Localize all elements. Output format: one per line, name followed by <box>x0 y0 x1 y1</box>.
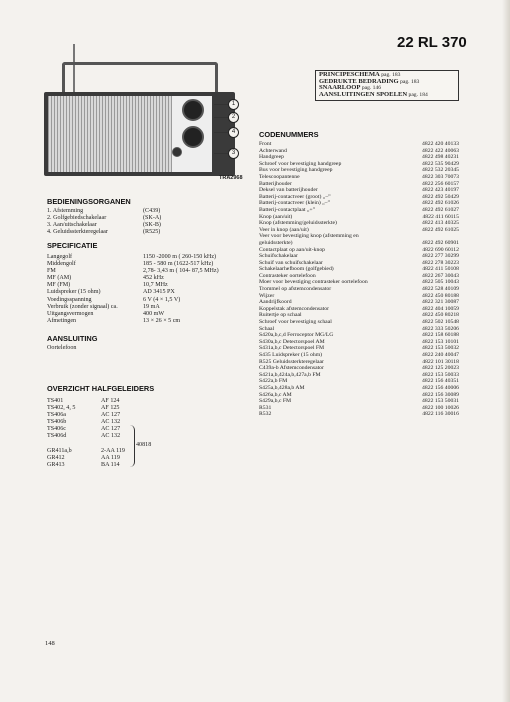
part-code: 4822 492 60901 <box>422 239 459 246</box>
spec-row <box>47 268 219 275</box>
spec-row <box>47 297 219 304</box>
bediening-label: 3. Aan/uitschakelaar <box>47 222 97 229</box>
part-description: R531 <box>259 404 272 411</box>
code-row <box>259 200 459 207</box>
model-number: 22 RL 370 <box>397 34 467 51</box>
tuning-knob-icon <box>182 99 204 121</box>
part-code: 4822 256 60157 <box>422 180 459 187</box>
part-code: 4822 116 30016 <box>422 411 459 418</box>
spec-value: 400 mW <box>143 310 165 317</box>
semiconductor-row <box>47 398 177 405</box>
part-code: 4822 153 50031 <box>422 398 459 405</box>
spec-value: 185 - 580 m (1622-517 kHz) <box>143 261 214 268</box>
code-row <box>259 181 459 188</box>
part-code: 4822 690 60112 <box>422 246 459 253</box>
spec-label: FM <box>47 268 56 275</box>
spec-row <box>47 318 219 325</box>
bediening-item <box>47 229 161 236</box>
part-code: 4822 153 50032 <box>422 345 459 352</box>
reference-row <box>319 92 456 99</box>
part-code: 4822 413 40325 <box>422 220 459 227</box>
semiconductor-type: AC 127 <box>101 426 121 433</box>
bediening-label: 1. Afstemming <box>47 208 84 214</box>
halfgeleiders-title: OVERZICHT HALFGELEIDERS <box>47 384 155 393</box>
code-row <box>259 345 459 352</box>
code-row <box>259 378 459 385</box>
spec-row <box>47 275 219 282</box>
leader-line <box>214 104 228 105</box>
code-row <box>259 352 459 359</box>
callout-4: 4 <box>228 127 239 138</box>
part-description: R532 <box>259 411 272 418</box>
codenummers-list <box>259 141 459 418</box>
part-description: Telescoopantenne <box>259 173 300 180</box>
part-description: Wijzer <box>259 292 275 299</box>
volume-knob-icon <box>182 126 204 148</box>
part-code: 4822 422 40063 <box>422 147 459 154</box>
part-code: 4822 498 40231 <box>422 154 459 161</box>
part-code: 4822 450 80188 <box>422 292 459 299</box>
part-code: 4822 423 40197 <box>422 187 459 194</box>
part-code: 4822 158 60188 <box>422 332 459 339</box>
part-description: Schuifschakelaar <box>259 253 298 260</box>
part-description: Veer in knop (aan/uit) <box>259 226 309 233</box>
switch-icon <box>172 147 182 157</box>
spec-value: 2,78- 3,43 m ( 104- 87,5 MHz) <box>143 268 219 275</box>
spec-value: 19 mA <box>143 303 160 310</box>
part-description: S431a,b,c Detectorspoel FM <box>259 345 325 352</box>
semiconductor-type: AF 124 <box>101 398 120 404</box>
code-row <box>259 398 459 405</box>
code-row <box>259 240 459 247</box>
figure-id: TRA2968 <box>219 175 243 181</box>
code-row <box>259 392 459 399</box>
code-row <box>259 220 459 227</box>
code-row <box>259 233 459 240</box>
part-description: Batterijhouder <box>259 180 292 187</box>
semiconductor-type: 2-AA 119 <box>101 447 125 454</box>
part-description: Schaal <box>259 325 275 332</box>
part-description: Veer voor bevestiging knop (afstemming en <box>259 233 359 240</box>
part-description: S420a,b,c,d Ferroceptor MG/LG <box>259 332 334 339</box>
semiconductor-ref: GR413 <box>47 461 65 468</box>
part-description: Aandrijfkoord <box>259 299 292 306</box>
part-description: Bus voor bevestiging handgreep <box>259 167 333 174</box>
part-description: Moer voor bevestiging contrasteker oortelefoon <box>259 279 368 286</box>
part-description: S426a,b,c AM <box>259 391 292 398</box>
semiconductor-row <box>47 462 177 469</box>
aansluiting-text: Oortelefoon <box>47 345 77 351</box>
part-description: S430a,b,c Detectorspoel AM <box>259 338 325 345</box>
semiconductor-ref: TS401 <box>47 398 64 404</box>
semiconductor-type: BA 114 <box>101 461 120 468</box>
part-code: 4822 505 10043 <box>422 279 459 286</box>
semiconductor-type: AA 119 <box>101 454 120 461</box>
part-description: Trommel op afstemcondensator <box>259 286 332 293</box>
leader-line <box>214 132 228 133</box>
leader-line <box>214 153 228 154</box>
callout-2: 2 <box>228 112 239 123</box>
part-description: Batterij-contactveer (klein) „–” <box>259 200 331 207</box>
spec-value: 452 kHz <box>143 275 164 282</box>
code-row <box>259 365 459 372</box>
part-code: 4822 532 20345 <box>422 167 459 174</box>
reference-box <box>315 70 459 101</box>
bediening-title: BEDIENINGSORGANEN <box>47 197 131 206</box>
part-code: 4822 240 40047 <box>422 352 459 358</box>
semiconductor-row <box>47 448 177 455</box>
part-code: 4822 333 50206 <box>422 325 459 332</box>
semiconductor-row <box>47 412 177 419</box>
part-description: Achterwand <box>259 147 287 154</box>
semiconductor-type: AC 127 <box>101 412 121 419</box>
part-description: Knop (aan/uit) <box>259 213 293 220</box>
code-row <box>259 154 459 161</box>
spec-row <box>47 311 219 318</box>
code-row <box>259 174 459 181</box>
callout-3: 3 <box>228 148 239 159</box>
part-code: 4822 420 40133 <box>422 141 459 147</box>
code-row <box>259 306 459 313</box>
spec-label: Luidspreker (15 ohm) <box>47 289 101 296</box>
semiconductor-row <box>47 419 177 426</box>
part-code: 4822 411 50108 <box>422 266 459 273</box>
spec-label: Verbruik (zonder signaal) ca. <box>47 303 118 310</box>
semiconductor-row <box>47 455 177 462</box>
semiconductor-ref: GR411a,b <box>47 447 72 454</box>
part-code: 4822 156 30089 <box>422 391 459 398</box>
code-row <box>259 207 459 214</box>
spec-value: 1150 -2000 m ( 260-150 kHz) <box>143 254 217 260</box>
semiconductor-row <box>47 405 177 412</box>
reference-label: AANSLUITINGEN SPOELEN <box>319 90 408 98</box>
code-row <box>259 385 459 392</box>
bediening-label: 4. Geluidssterkteregelaar <box>47 229 108 236</box>
part-code: 4822 278 30223 <box>422 259 459 266</box>
part-description: C439a-b Afstemcondensator <box>259 365 324 372</box>
callout-1: 1 <box>228 99 239 110</box>
part-description: Schuif van schuifschakelaar <box>259 259 323 266</box>
bediening-ref: (C439) <box>143 208 161 214</box>
bediening-list <box>47 208 161 236</box>
code-row <box>259 187 459 194</box>
reference-label: PRINCIPESCHEMA <box>319 71 380 78</box>
part-description: Handgreep <box>259 154 284 161</box>
part-code: 4822 492 50429 <box>422 193 459 200</box>
spec-label: Middengolf <box>47 261 76 268</box>
semiconductor-ref: TS406c <box>47 426 66 433</box>
code-row <box>259 299 459 306</box>
brace-code: 40818 <box>136 442 152 448</box>
semiconductor-type: AF 125 <box>101 405 120 412</box>
semiconductor-ref: TS406a <box>47 412 66 419</box>
reference-page: pag. 183 <box>400 78 420 85</box>
part-code: 4822 101 30118 <box>422 358 459 365</box>
code-row <box>259 167 459 174</box>
semiconductor-ref: TS406b <box>47 419 67 426</box>
part-code: 4822 528 40109 <box>422 286 459 293</box>
part-description: Schakelaarhefboom (golfgebied) <box>259 266 334 273</box>
semiconductor-type: AC 132 <box>101 419 121 426</box>
spec-row <box>47 289 219 296</box>
part-code: 4822 153 10101 <box>422 338 459 345</box>
part-description: Contactplaat op aan/uit-knop <box>259 246 326 253</box>
semiconductor-row <box>47 441 177 448</box>
leader-line <box>214 117 228 118</box>
code-row <box>259 339 459 346</box>
code-row <box>259 332 459 339</box>
spec-value: 10,7 MHz <box>143 282 168 289</box>
part-code: 4822 492 61025 <box>422 226 459 233</box>
part-description: S422a,b FM <box>259 378 288 385</box>
part-description: S435 Luidspreker (15 ohm) <box>259 352 323 358</box>
reference-page: pag. 184 <box>408 91 428 98</box>
semiconductor-ref: GR412 <box>47 454 65 461</box>
part-code: 4822 492 61026 <box>422 200 459 207</box>
code-row <box>259 411 459 418</box>
part-description: S421a,b,424a,b,427a,b FM <box>259 371 321 378</box>
code-row <box>259 266 459 273</box>
part-description: Front <box>259 141 272 147</box>
spec-row <box>47 304 219 311</box>
radio-illustration <box>34 44 244 179</box>
code-row <box>259 286 459 293</box>
bediening-ref: (SK-A) <box>143 215 162 222</box>
page-number: 148 <box>45 640 55 647</box>
code-row <box>259 405 459 412</box>
part-code: 4822 502 10548 <box>422 319 459 326</box>
part-code: 4822 156 40351 <box>422 378 459 385</box>
halfgeleiders-list <box>47 398 177 469</box>
part-description: Batterij-contactplaat „+” <box>259 206 316 213</box>
code-row <box>259 253 459 260</box>
bediening-label: 2. Golfgebiedschakelaar <box>47 215 107 222</box>
spec-label: Uitgangsvermogen <box>47 310 94 317</box>
code-row <box>259 319 459 326</box>
semiconductor-ref: TS406d <box>47 433 67 440</box>
reference-page: pag. 146 <box>361 85 382 92</box>
reference-label: GEDRUKTE BEDRADING <box>319 77 399 85</box>
part-description: Deksel van batterijhouder <box>259 187 318 194</box>
part-description: geluidssterkte) <box>259 239 293 246</box>
spec-label: Voedingsspanning <box>47 296 92 303</box>
part-description: S429a,b,c FM <box>259 398 292 405</box>
spec-value: AD 3415 PX <box>143 289 175 296</box>
handle-icon <box>62 62 218 95</box>
page-edge-shadow <box>502 0 510 702</box>
part-code: 4822 450 80218 <box>422 312 459 319</box>
part-code: 4822 125 20023 <box>422 365 459 372</box>
part-description: Koppelstak afstemcondensator <box>259 305 329 312</box>
spec-label: MF (AM) <box>47 275 72 282</box>
part-description: Batterij-contactveer (groot) „–” <box>259 193 331 200</box>
semiconductor-row <box>47 426 177 433</box>
spec-value: 6 V (4 × 1,5 V) <box>143 296 181 303</box>
codenummers-title: CODENUMMERS <box>259 130 319 139</box>
specificatie-list <box>47 254 219 325</box>
part-code: 4822 267 30043 <box>422 272 459 279</box>
reference-label: SNAARLOOP <box>319 84 361 92</box>
part-code: 4822 277 30299 <box>422 253 459 260</box>
part-description: Knop (afstemming/geluidssterkte) <box>259 220 337 227</box>
code-row <box>259 141 459 148</box>
part-code: 4822 303 70073 <box>422 173 459 180</box>
bediening-ref: (SK-B) <box>143 222 161 229</box>
code-row <box>259 148 459 155</box>
part-code: 4822 100 10026 <box>422 404 459 411</box>
part-code: 4822 321 30087 <box>422 299 459 306</box>
specificatie-title: SPECIFICATIE <box>47 241 98 250</box>
spec-value: 13 × 26 × 5 cm <box>143 317 181 324</box>
part-description: Contrasteker oortelefoon <box>259 272 316 279</box>
code-row <box>259 161 459 168</box>
part-description: Schroef voor bevestiging schaal <box>259 319 332 326</box>
code-row <box>259 372 459 379</box>
spec-label: Afmetingen <box>47 317 77 324</box>
code-row <box>259 326 459 333</box>
spec-label: Langegolf <box>47 254 73 260</box>
aansluiting-title: AANSLUITING <box>47 334 98 343</box>
part-code: 4822 411 60115 <box>422 213 459 220</box>
part-code: 4822 535 90429 <box>422 160 459 167</box>
semiconductor-type: AC 132 <box>101 433 121 440</box>
part-code: 4822 404 10059 <box>422 305 459 312</box>
spec-label: MF (FM) <box>47 282 71 289</box>
part-description: Schroef voor bevestiging handgreep <box>259 160 342 167</box>
semiconductor-row <box>47 433 177 440</box>
part-description: S425a,b,428a,b AM <box>259 384 305 391</box>
part-code: 4822 153 50033 <box>422 371 459 378</box>
part-description: Ruitertje op schaal <box>259 312 302 319</box>
semiconductor-ref: TS402, 4, 5 <box>47 405 76 412</box>
part-code: 4822 156 40006 <box>422 384 459 391</box>
part-code: 4822 492 61027 <box>422 206 459 213</box>
bediening-ref: (R525) <box>143 229 161 236</box>
brace-icon <box>130 425 135 467</box>
reference-page: pag. 183 <box>381 72 401 78</box>
part-description: R525 Geluidssterkteregelaar <box>259 358 324 365</box>
